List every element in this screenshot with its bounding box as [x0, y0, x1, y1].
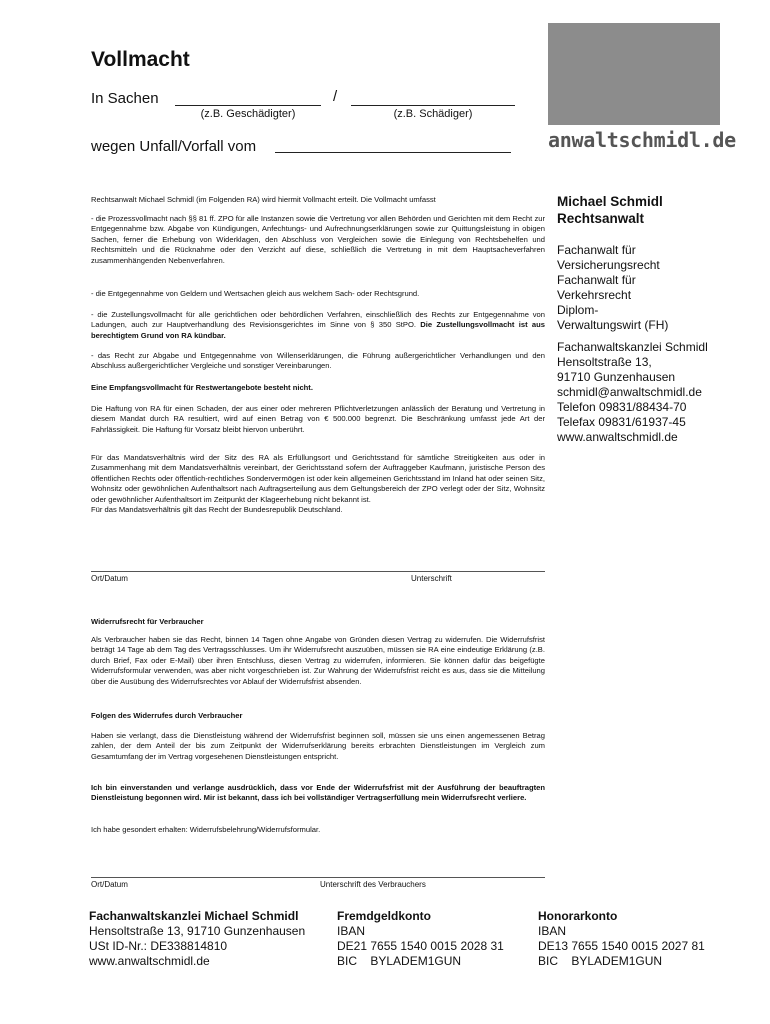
- footer-fremdgeld: [337, 909, 504, 969]
- qualifications: [557, 243, 668, 333]
- footer-firm: [89, 909, 305, 969]
- folgen-heading-text: Folgen des Widerrufes durch Verbraucher: [91, 711, 243, 720]
- lawyer-name: Michael Schmidl: [557, 194, 663, 209]
- recht-text: Für das Mandatsverhältnis gilt das Recht der Bundesrepublik Deutschland.: [91, 505, 343, 515]
- footer-firm-title: Fachanwaltskanzlei Michael Schmidl: [89, 909, 299, 923]
- fremdgeld-bic: BIC BYLADEM1GUN: [337, 954, 462, 968]
- vollmacht-p1: [91, 214, 545, 266]
- phone: Telefon 09831/88434-70: [557, 400, 687, 414]
- fremdgeld-iban: DE21 7655 1540 0015 2028 31: [337, 939, 504, 953]
- ort-datum-label-2: Ort/Datum: [91, 880, 128, 889]
- willenserklaerung-text: - das Recht zur Abgabe und Entgegennahme von Willenserklärungen, die Führung außergerichtlicher Verhandlungen und den Abschluss außergerichtlicher Vergleiche und sonstiger Vereinbarungen.: [91, 351, 545, 371]
- ort-datum-label: Ort/Datum: [91, 574, 128, 583]
- fremdgeld-iban-label: IBAN: [337, 924, 366, 938]
- street: Hensoltstraße 13,: [557, 355, 652, 369]
- qualification-line: Verwaltungswirt (FH): [557, 318, 669, 332]
- logo-box: [548, 23, 720, 125]
- widerruf-heading: [91, 617, 545, 627]
- entgegennahme-text: - die Entgegennahme von Geldern und Wertsachen gleich aus welchem Sach- oder Rechtsgrund.: [91, 289, 420, 298]
- widerruf-heading-text: Widerrufsrecht für Verbraucher: [91, 617, 204, 626]
- schaediger-line[interactable]: [351, 105, 515, 106]
- footer-ust: USt ID-Nr.: DE338814810: [89, 939, 228, 953]
- unterschrift-verbraucher-label: Unterschrift des Verbrauchers: [320, 880, 426, 889]
- erhalten-text: Ich habe gesondert erhalten: Widerrufsbelehrung/Widerrufsformular.: [91, 825, 321, 834]
- lawyer-title: Rechtsanwalt: [557, 211, 645, 226]
- folgen-text: Haben sie verlangt, dass die Dienstleistung während der Widerrufsfrist beginnen soll, müssen sie uns einen angemessenen Betrag zahlen, der dem Anteil der bis zum Zeitpunkt der Widerrufserklärung bereits erbrachten Dienstleistungen im Vergleich zum Gesamtumfang der im Vertrag vorgesehenen Dienstleistungen entspricht.: [91, 731, 545, 761]
- email-link[interactable]: schmidl@anwaltschmidl.de: [557, 385, 702, 399]
- honorar-bic: BIC BYLADEM1GUN: [538, 954, 663, 968]
- restwert-text: Eine Empfangsvollmacht für Restwertangebote besteht nicht.: [91, 383, 313, 392]
- haftung-text: Die Haftung von RA für einen Schaden, der aus einer oder mehreren Pflichtverletzungen anlässlich der Beratung und Vertretung in diesem Mandat durch RA resultiert, wird auf einen Betrag von € 500.000 begrenzt. Die Beschränkung umfasst jede Art der Fahrlässigkeit. Die Haftung für Vorsatz bleibt hiervon unberührt.: [91, 404, 545, 434]
- website-link[interactable]: www.anwaltschmidl.de: [557, 430, 678, 444]
- wegen-label: wegen Unfall/Vorfall vom: [91, 138, 257, 155]
- vollmacht-p4: [91, 351, 545, 372]
- qualification-line: Diplom-: [557, 303, 599, 317]
- party-separator: /: [333, 88, 338, 105]
- vollmacht-p6: [91, 404, 545, 435]
- fax: Telefax 09831/61937-45: [557, 415, 686, 429]
- geschaedigter-label: (z.B. Geschädigter): [200, 108, 296, 120]
- signature-line-2[interactable]: [91, 877, 545, 878]
- document-title: Vollmacht: [91, 48, 190, 71]
- zustellungsvollmacht-bold: Die Zustellungsvollmacht ist aus berechtigtem Grund von RA kündbar.: [91, 320, 545, 340]
- widerruf-text: Als Verbraucher haben sie das Recht, binnen 14 Tagen ohne Angabe von Gründen diesen Vertrag zu widerrufen. Die Widerrufsfrist beträgt 14 Tage ab dem Tag des Vertragsschlusses. Um ihr Widerrufsrecht auszuüben, müssen sie RA eine eindeutige Erklärung (z.B. durch Brief, Fax oder E-Mail) über ihren Entschluss, diesen Vertrag zu widerrufen, informieren. Sie können dafür das beigefügte Widerrufsformular verwenden, was aber nicht vorgeschrieben ist. Zur Wahrung der Widerrufsfrist reicht es aus, dass sie die Mitteilung über die Ausübung des Widerrufsrechtes vor Ablauf der Widerrufsfrist absenden.: [91, 635, 545, 686]
- einverstanden-text: Ich bin einverstanden und verlange ausdrücklich, dass vor Ende der Widerrufsfrist mit der Ausführung der beauftragten Dienstleistung begonnen wird. Mir ist bekannt, dass ich bei vollständiger Vertragserfüllung mein Widerrufsrecht verliere.: [91, 783, 545, 803]
- honorar-iban: DE13 7655 1540 0015 2027 81: [538, 939, 705, 953]
- qualification-line: Verkehrsrecht: [557, 288, 632, 302]
- widerruf-p3: [91, 783, 545, 804]
- honorar-title: Honorarkonto: [538, 909, 618, 923]
- logo: anwaltschmidl.de: [548, 128, 736, 152]
- honorar-iban-label: IBAN: [538, 924, 567, 938]
- in-sachen-label: In Sachen: [91, 90, 159, 107]
- vollmacht-p7: [91, 453, 545, 515]
- firm-name: Fachanwaltskanzlei Schmidl: [557, 340, 708, 354]
- city: 91710 Gunzenhausen: [557, 370, 676, 384]
- lawyer-name-block: [557, 193, 663, 227]
- vollmacht-p5: [91, 383, 545, 393]
- vollmacht-p3: [91, 310, 545, 341]
- unfall-date-line[interactable]: [275, 152, 511, 153]
- gerichtsstand-text: Für das Mandatsverhältnis wird der Sitz des RA als Erfüllungsort und Gerichtsstand für sämtliche Streitigkeiten aus oder in Zusammenhang mit dem Mandatsverhältnis vereinbart, der Gerichtsstand sofern der Auftraggeber Kaufmann, juristische Person des öffentlichen Rechts oder öffentlich-rechtliches Sondervermögen ist oder kein allgemeinen Gerichtsstand im Inland hat oder seinen Sitz, Wohnsitz oder gewöhnlichen Aufenthaltsort nach Auftragserteilung aus dem Geltungsbereich der ZPO verlegt oder der Sitz, Wohnsitz oder gewöhnlicher Aufenthaltsort im Zeitpunkt der Klageerhebung nicht bekannt ist.: [91, 453, 545, 504]
- footer-firm-address: Hensoltstraße 13, 91710 Gunzenhausen: [89, 924, 306, 938]
- vollmacht-p2: [91, 289, 545, 299]
- widerruf-heading2: [91, 711, 545, 721]
- schaediger-label: (z.B. Schädiger): [393, 108, 473, 120]
- fremdgeld-title: Fremdgeldkonto: [337, 909, 432, 923]
- signature-line-1[interactable]: [91, 571, 545, 572]
- prozessvollmacht-text: - die Prozessvollmacht nach §§ 81 ff. ZPO für alle Instanzen sowie die Vertretung vor allen Behörden und Gerichten mit dem Recht zur Entgegennahme bzw. Abgabe von Kündigungen, Anfechtungs- und Aufrechnungserklärungen sowie zur Quittungsleistung in obigen Sachen, ferner die Erhebung von Widerklagen, den Abschluss von Vergleichen sowie die Einlegung von Rechtsbehelfen und Rechtsmitteln und die Rücknahme oder den Verzicht auf diese, schließlich die Vertretung in mit dem Hauptsacheverfahren zusammenhängenden Nebenverfahren.: [91, 214, 545, 265]
- footer-honorar: [538, 909, 705, 969]
- widerruf-p1: [91, 635, 545, 687]
- widerruf-p2: [91, 731, 545, 762]
- qualification-line: Versicherungsrecht: [557, 258, 660, 272]
- intro-text: Rechtsanwalt Michael Schmidl (im Folgenden RA) wird hiermit Vollmacht erteilt. Die Vollmacht umfasst: [91, 195, 436, 204]
- contact-block: [557, 340, 708, 445]
- vollmacht-intro: [91, 195, 545, 205]
- qualification-line: Fachanwalt für: [557, 243, 636, 257]
- qualification-line: Fachanwalt für: [557, 273, 636, 287]
- widerruf-p4: [91, 825, 545, 835]
- footer-website[interactable]: www.anwaltschmidl.de: [89, 954, 210, 968]
- geschaedigter-line[interactable]: [175, 105, 321, 106]
- zustellungsvollmacht-text: - die Zustellungsvollmacht für alle gerichtlichen oder behördlichen Verfahren, einschließlich des Rechts zur Entgegennahme von Ladungen, auch zur Hauptverhandlung des Revisionsgerichtes im Sinne von § 350 StPO.: [91, 310, 545, 330]
- unterschrift-label: Unterschrift: [411, 574, 452, 583]
